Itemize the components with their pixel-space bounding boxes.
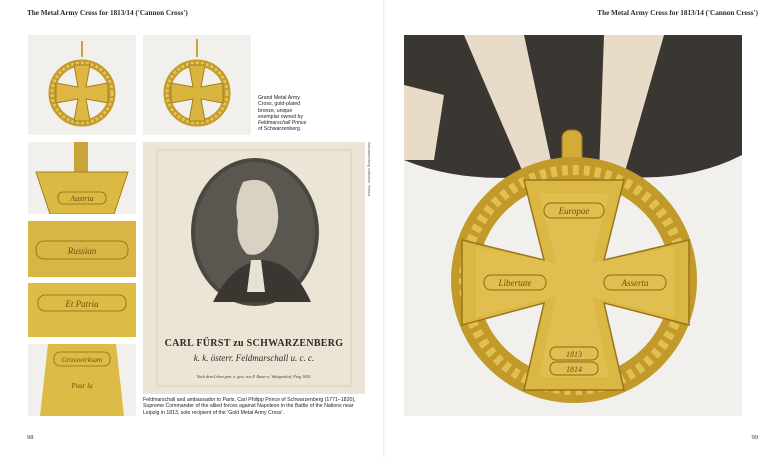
detail-image xyxy=(28,283,136,337)
cross-inscription-year2: 1814 xyxy=(566,365,582,374)
running-head-left: The Metal Army Cross for 1813/14 ('Cannon Cross') xyxy=(27,9,188,17)
caption-line: Leipzig in 1813, sole recipient of the 'Gold Metal Army Cross'. xyxy=(143,409,284,416)
portrait-name: CARL FÜRST zu SCHWARZENBERG xyxy=(164,338,344,349)
caption-line: Cross, gold-plated xyxy=(258,101,301,108)
cross-photo-front xyxy=(28,35,136,135)
caption-line: bronze, unique xyxy=(258,107,293,114)
caption-line: Feldmarschall and ambassador to Paris, Carl Philipp Prince of Schwarzenberg (1771–1820), xyxy=(143,397,356,403)
right-page xyxy=(386,0,771,457)
left-page xyxy=(0,0,384,457)
small-cross-image-back xyxy=(143,35,251,135)
page-number-left: 98 xyxy=(27,434,34,441)
caption-grand-cross xyxy=(258,95,328,133)
detail-photo-2 xyxy=(28,221,136,277)
portrait-title: k. k. österr. Feldmarschall u. c. c. xyxy=(193,353,315,363)
cross-inscription-year1: 1813 xyxy=(566,350,582,359)
cross-photo-back xyxy=(143,35,251,135)
caption-portrait xyxy=(143,397,379,416)
cross-inscription-top: Europae xyxy=(558,206,590,216)
detail-photo-4 xyxy=(28,344,136,416)
portrait-engraving xyxy=(143,142,365,394)
cross-inscription-right: Asserta xyxy=(621,278,649,288)
portrait-imprint: Nach dem Leben gem. u. gest. von F. Bauer u. Walzgendorf. Prag 1820. xyxy=(196,374,312,379)
detail-image xyxy=(28,142,136,214)
running-head-right: The Metal Army Cross for 1813/14 ('Cannon Cross') xyxy=(597,9,758,17)
detail-image xyxy=(28,344,136,416)
detail-photo-1 xyxy=(28,142,136,214)
detail-inscription: Austria xyxy=(70,194,94,203)
grand-cross-image xyxy=(404,35,742,416)
caption-line: Feldmarschall Prince xyxy=(258,120,307,127)
detail-inscription: Et Patria xyxy=(65,299,99,309)
caption-line: of Schwarzenberg. xyxy=(258,126,302,133)
detail-image xyxy=(28,221,136,277)
page-number-right: 99 xyxy=(751,434,758,441)
detail-inscription: Pour la xyxy=(71,382,93,390)
caption-line: exemplar owned by xyxy=(258,113,303,120)
detail-inscription: Grosswirksam xyxy=(61,356,103,364)
small-cross-image xyxy=(28,35,136,135)
detail-photo-3 xyxy=(28,283,136,337)
cross-inscription-left: Libertate xyxy=(498,278,532,288)
caption-line: Supreme Commander of the allied forces against Napoleon in the Battle of the Nations near xyxy=(143,403,354,410)
caption-line: Grand Metal Army xyxy=(258,95,300,101)
detail-inscription: Russian xyxy=(67,246,97,256)
photo-credit: Schwarzenberg collection, Vienna xyxy=(367,142,371,197)
grand-cross-photo xyxy=(404,35,742,416)
